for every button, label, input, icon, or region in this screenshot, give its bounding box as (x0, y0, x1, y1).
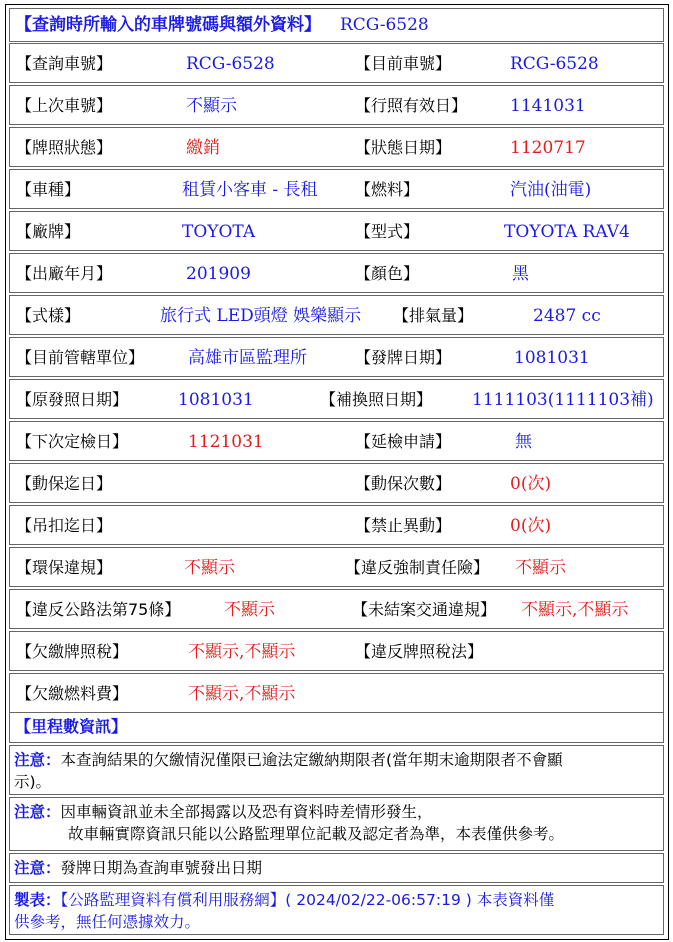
field-value: 1121031 (188, 432, 264, 452)
field-label: 【燃料】 (355, 180, 420, 199)
field-label: 【吊扣迄日】 (16, 516, 113, 535)
footer-text-cont: 供參考，無任何憑據效力。 (14, 913, 201, 931)
field-label: 【動保迄日】 (16, 474, 113, 493)
field-value: RCG-6528 (510, 54, 599, 74)
mileage-label: 【里程數資訊】 (15, 717, 128, 736)
note-3-label: 注意： (14, 859, 61, 877)
field-value: 不顯示 (224, 600, 275, 620)
note-2-text: 因車輛資訊並未全部揭露以及恐有資料時差情形發生， (60, 803, 433, 821)
field-value: 不顯示 (515, 558, 566, 578)
field-label: 【目前車號】 (355, 54, 452, 73)
footer (14, 889, 659, 933)
field-label: 【下次定檢日】 (16, 432, 129, 451)
table-row (9, 547, 664, 587)
field-value: 1081031 (178, 390, 254, 410)
table-row (9, 127, 664, 167)
table-row (9, 337, 664, 377)
field-label: 【違反牌照稅法】 (355, 642, 484, 661)
note-1-text: 本查詢結果的欠繳情況僅限已逾法定繳納期限者(當年期末逾期限者不會顯 (60, 751, 563, 769)
field-label: 【欠繳燃料費】 (16, 684, 129, 703)
field-value: 1081031 (514, 348, 590, 368)
field-value: 201909 (186, 264, 251, 284)
table-row (9, 463, 664, 503)
field-value: 租賃小客車 - 長租 (182, 180, 318, 200)
note-2 (14, 801, 659, 845)
field-value: TOYOTA RAV4 (504, 222, 630, 242)
page-title: 【查詢時所輸入的車牌號碼與額外資料】 (15, 15, 321, 35)
field-label: 【上次車號】 (16, 96, 113, 115)
field-label: 【出廠年月】 (16, 264, 113, 283)
field-label: 【排氣量】 (393, 306, 474, 325)
field-label: 【目前管轄單位】 (16, 348, 145, 367)
mileage-row (9, 711, 664, 743)
note-row-1 (9, 745, 664, 795)
table-row (9, 253, 664, 293)
table-row (9, 295, 664, 335)
table-row (9, 43, 664, 83)
vehicle-info-table (5, 4, 669, 940)
field-label: 【補換照日期】 (320, 390, 433, 409)
note-1 (14, 749, 659, 793)
field-value: 不顯示 (184, 558, 235, 578)
table-row (9, 505, 664, 545)
field-label: 【未結案交通違規】 (352, 600, 497, 619)
field-value: 無 (515, 432, 532, 452)
field-value: 不顯示,不顯示 (188, 684, 296, 704)
field-value: 黑 (512, 264, 529, 284)
table-row (9, 589, 664, 629)
field-value: 1120717 (510, 138, 586, 158)
table-row (9, 169, 664, 209)
field-label: 【發牌日期】 (355, 348, 452, 367)
note-3-text: 發牌日期為查詢車號發出日期 (60, 859, 263, 877)
table-row (9, 673, 664, 713)
field-value: 0(次) (510, 474, 552, 494)
field-value: 1111103(1111103補) (472, 390, 654, 410)
field-label: 【環保違規】 (16, 558, 113, 577)
field-value: 汽油(油電) (510, 180, 592, 200)
field-label: 【延檢申請】 (355, 432, 452, 451)
field-label: 【廠牌】 (16, 222, 81, 241)
field-value: 旅行式 LED頭燈 娛樂顯示 (160, 306, 362, 326)
field-label: 【查詢車號】 (16, 54, 113, 73)
note-row-2 (9, 797, 664, 851)
note-1-text-cont: 示)。 (14, 773, 52, 791)
service-link[interactable]: 【公路監理資料有償利用服務網】 (60, 891, 286, 909)
title-row (9, 8, 664, 42)
field-label: 【行照有效日】 (355, 96, 468, 115)
table-row (9, 379, 664, 419)
field-value: 2487 cc (533, 306, 601, 326)
footer-row (9, 885, 664, 935)
field-label: 【禁止異動】 (355, 516, 452, 535)
field-value: RCG-6528 (186, 54, 275, 74)
field-label: 【原發照日期】 (16, 390, 129, 409)
field-label: 【欠繳牌照稅】 (16, 642, 129, 661)
field-label: 【違反公路法第75條】 (16, 600, 181, 619)
field-label: 【式樣】 (16, 306, 81, 325)
note-row-3 (9, 853, 664, 883)
title-plate-number: RCG-6528 (340, 15, 429, 35)
field-value: 不顯示 (186, 96, 237, 116)
field-value: 1141031 (510, 96, 586, 116)
field-value: TOYOTA (182, 222, 256, 242)
note-2-text-cont: 故車輛實際資訊只能以公路監理單位記載及認定者為準，本表僅供參考。 (68, 825, 565, 843)
table-row (9, 211, 664, 251)
field-value: 高雄市區監理所 (188, 348, 307, 368)
footer-timestamp: ( 2024/02/22-06:57:19 ) 本表資料僅 (285, 891, 555, 909)
field-label: 【牌照狀態】 (16, 138, 113, 157)
field-label: 【動保次數】 (355, 474, 452, 493)
table-row (9, 631, 664, 671)
note-1-label: 注意： (14, 751, 61, 769)
note-3 (14, 857, 659, 879)
table-row (9, 85, 664, 125)
field-value: 0(次) (510, 516, 552, 536)
field-label: 【違反強制責任險】 (345, 558, 490, 577)
table-row (9, 421, 664, 461)
field-label: 【車種】 (16, 180, 81, 199)
field-value: 不顯示,不顯示 (521, 600, 629, 620)
field-label: 【狀態日期】 (355, 138, 452, 157)
note-2-label: 注意： (14, 803, 61, 821)
field-label: 【型式】 (355, 222, 420, 241)
field-value: 繳銷 (186, 138, 220, 158)
footer-label: 製表： (14, 891, 61, 909)
field-label: 【顏色】 (355, 264, 420, 283)
field-value: 不顯示,不顯示 (188, 642, 296, 662)
